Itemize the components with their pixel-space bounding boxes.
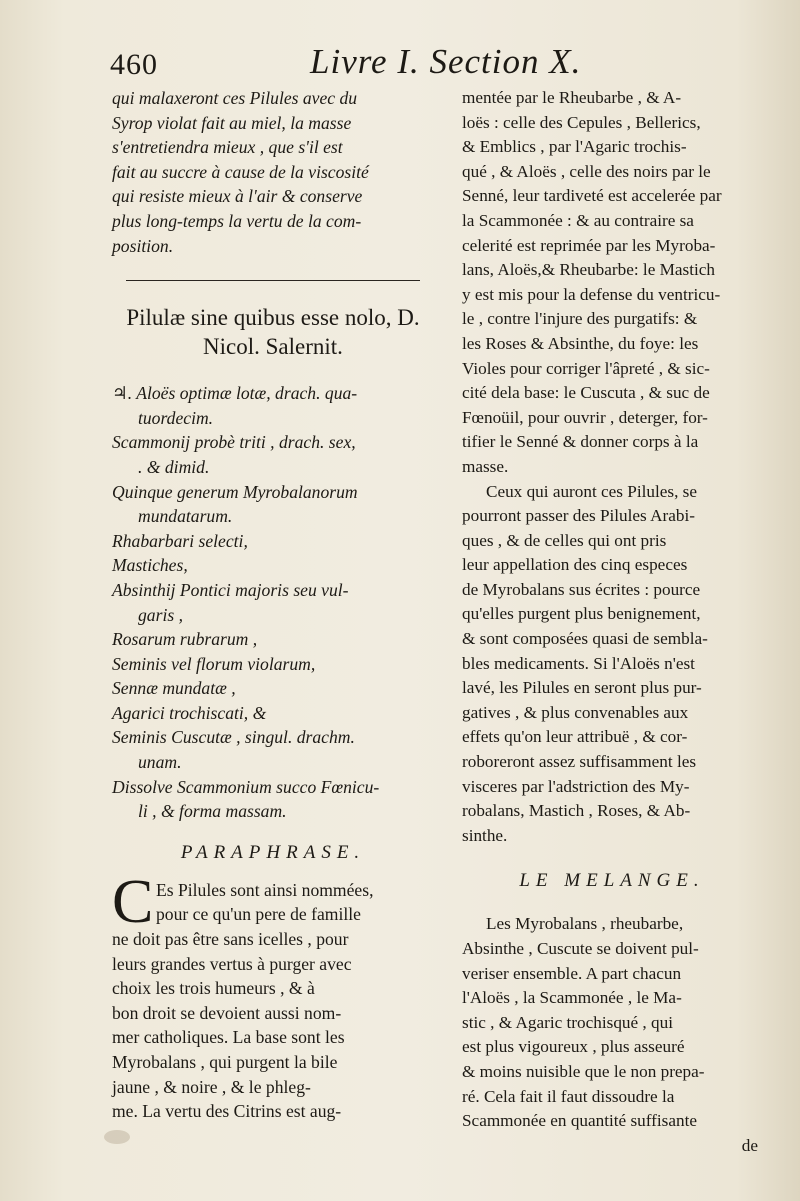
text-line: & sont composées quasi de sembla-: [462, 629, 708, 649]
text-line: Ceux qui auront ces Pilules, se: [486, 481, 697, 501]
text-line: veriser ensemble. A part chacun: [462, 963, 682, 983]
continuation-paragraph: [462, 86, 762, 480]
text-line: qui resiste mieux à l'air & conserve: [112, 186, 363, 207]
recipe-line: Rosarum rubrarum ,: [112, 629, 258, 650]
recipe-line: Sennæ mundatæ ,: [112, 678, 236, 699]
text-line: fait au succre à cause de la viscosité: [112, 161, 369, 182]
text-line: & Emblics , par l'Agaric trochis-: [462, 137, 687, 157]
section-rule: [126, 280, 420, 281]
text-line: est plus vigoureux , plus asseuré: [462, 1037, 685, 1057]
text-line: roboreront assez suffisamment les: [462, 752, 697, 772]
text-line: bles medicaments. Si l'Aloës n'est: [462, 653, 695, 673]
text-line: mer catholiques. La base sont les: [112, 1027, 345, 1048]
title-line: Pilulæ sine quibus esse nolo, D.: [126, 305, 420, 331]
text-line: choix les trois humeurs , & à: [112, 978, 315, 999]
text-line: Absinthe , Cuscute se doivent pul-: [462, 939, 699, 958]
text-line: effets qu'on leur attribuë , & cor-: [462, 727, 688, 747]
text-line: pour ce qu'un pere de famille: [156, 904, 361, 925]
text-line: Es Pilules sont ainsi nommées,: [156, 879, 374, 900]
drop-cap: C: [112, 867, 154, 936]
text-line: leur appellation des cinq especes: [462, 555, 688, 575]
right-column: [462, 86, 762, 1158]
title-line: Nicol. Salernit.: [203, 334, 343, 360]
text-line: de Myrobalans sus écrites : pource: [462, 579, 701, 599]
text-line: le , contre l'injure des purgatifs: &: [462, 309, 698, 329]
recipe-line: ♃. Aloës optimæ lotæ, drach. qua-: [112, 383, 358, 404]
recipe-line: Dissolve Scammonium succo Fœnicu-: [112, 776, 380, 797]
text-line: plus long-temps la vertu de la com-: [112, 210, 362, 231]
recipe-line: Mastiches,: [112, 555, 188, 576]
text-line: & moins nuisible que le non prepa-: [462, 1061, 705, 1081]
text-line: masse.: [462, 456, 509, 476]
text-line: lavé, les Pilules en seront plus pur-: [462, 678, 702, 698]
text-line: tifier le Senné & donner corps à la: [462, 432, 699, 452]
recipe-list: [112, 381, 434, 824]
text-line: Myrobalans , qui purgent la bile: [112, 1052, 338, 1072]
text-line: qu'elles purgent plus benignement,: [462, 604, 701, 624]
page-header: [110, 42, 750, 86]
text-line: loës : celle des Cepules , Bellerics,: [462, 112, 701, 132]
paraphrase-heading: PARAPHRASE.: [180, 841, 366, 863]
text-line: leurs grandes vertus à purger avec: [112, 953, 352, 974]
running-head: Livre I. Section X.: [310, 42, 582, 81]
recipe-line: Seminis Cuscutæ , singul. drachm.: [112, 727, 355, 748]
recipe-line: unam.: [138, 752, 182, 773]
catchword: de: [741, 1135, 758, 1155]
text-line: ne doit pas être sans icelles , pour: [112, 929, 349, 950]
text-line: lans, Aloës,& Rheubarbe: le Mastich: [462, 260, 715, 280]
text-line: Violes pour corriger l'âpreté , & sic-: [462, 358, 710, 378]
text-line: sinthe.: [462, 825, 508, 845]
recipe-line: garis ,: [138, 604, 183, 625]
recipe-line: tuordecim.: [138, 407, 214, 428]
recipe-line: Rhabarbari selecti,: [112, 530, 248, 551]
recipe-line: mundatarum.: [138, 506, 233, 527]
text-line: ques , & de celles qui ont pris: [462, 530, 667, 550]
text-line: cité dela base: le Cuscuta , & suc de: [462, 383, 710, 403]
melange-paragraph: [462, 912, 762, 1158]
recipe-line: Quinque generum Myrobalanorum: [112, 481, 358, 502]
text-line: gatives , & plus convenables aux: [462, 702, 689, 722]
text-line: s'entretiendra mieux , que s'il est: [112, 137, 343, 158]
text-line: Les Myrobalans , rheubarbe,: [486, 914, 684, 934]
text-line: la Scammonée : & au contraire sa: [462, 210, 694, 230]
text-line: ré. Cela fait il faut dissoudre la: [462, 1086, 675, 1106]
recipe-line: Agarici trochiscati, &: [112, 702, 267, 723]
text-line: l'Aloës , la Scammonée , le Ma-: [462, 988, 682, 1008]
text-line: mentée par le Rheubarbe , & A-: [462, 88, 682, 107]
text-line: Fœnoüil, pour ouvrir , deterger, for-: [462, 407, 708, 427]
text-line: Syrop violat fait au miel, la masse: [112, 112, 352, 133]
recipe-line: Absinthij Pontici majoris seu vul-: [112, 579, 349, 600]
recipe-title: [112, 303, 434, 361]
text-line: robalans, Mastich , Roses, & Ab-: [462, 801, 691, 821]
text-line: visceres par l'adstriction des My-: [462, 776, 690, 796]
recipe-line: . & dimid.: [138, 456, 210, 477]
text-line: pourront passer des Pilules Arabi-: [462, 506, 695, 526]
ink-stain: [104, 1130, 130, 1144]
text-line: position.: [112, 235, 174, 256]
text-line: bon droit se devoient aussi nom-: [112, 1002, 342, 1023]
left-column: [112, 86, 434, 1124]
text-line: Scammonée en quantité suffisante: [462, 1111, 697, 1131]
page-number: 460: [110, 48, 158, 81]
recipe-line: li , & forma massam.: [138, 801, 287, 822]
paraphrase-paragraph: [112, 867, 434, 1124]
melange-heading: LE MELANGE.: [519, 870, 705, 892]
intro-paragraph: [112, 86, 434, 258]
second-paragraph: [462, 480, 762, 849]
text-line: jaune , & noire , & le phleg-: [112, 1076, 311, 1097]
text-line: Senné, leur tardiveté est accelerée par: [462, 186, 722, 206]
text-line: stic , & Agaric trochisqué , qui: [462, 1012, 673, 1032]
text-line: me. La vertu des Citrins est aug-: [112, 1101, 342, 1122]
recipe-line: Seminis vel florum violarum,: [112, 653, 316, 674]
recipe-line: Scammonij probè triti , drach. sex,: [112, 432, 356, 453]
text-line: qui malaxeront ces Pilules avec du: [112, 88, 358, 108]
text-line: qué , & Aloës , celle des noirs par le: [462, 161, 711, 181]
text-line: y est mis pour la defense du ventricu-: [462, 284, 721, 304]
text-line: celerité est reprimée par les Myroba-: [462, 235, 716, 255]
text-line: les Roses & Absinthe, du foye: les: [462, 333, 699, 353]
